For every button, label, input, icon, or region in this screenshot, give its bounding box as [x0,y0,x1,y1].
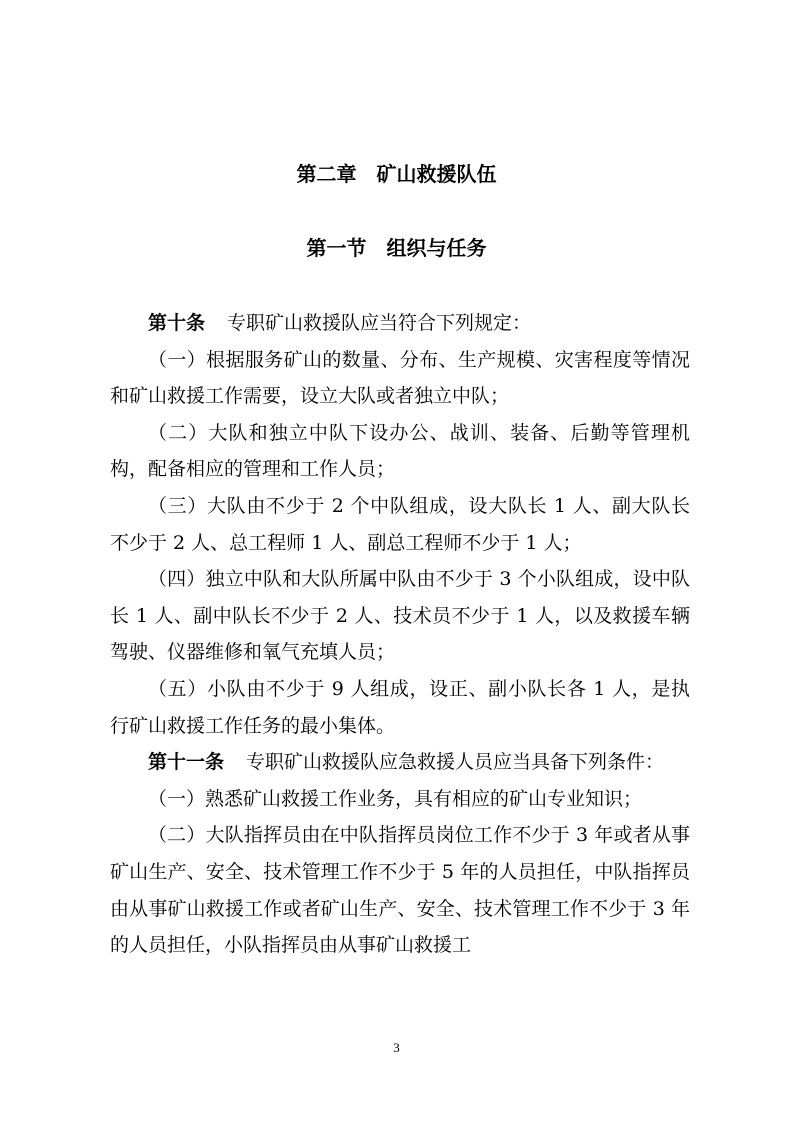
article-10-item-5: （五）小队由不少于 9 人组成，设正、副小队长各 1 人，是执行矿山救援工作任务的最小集体。 [110,677,690,737]
article-11-intro [110,744,690,781]
section-title: 第一节 组织与任务 [306,236,487,260]
article-11-item-2: （二）大队指挥员由在中队指挥员岗位工作不少于 3 年或者从事矿山生产、安全、技术管理工作不少于 5 年的人员担任，中队指挥员由从事矿山救援工作或者矿山生产、安全、技术管理工作不少于 3 年的人员担任，小队指挥员由从事矿山救援工 [110,824,690,957]
article-10-intro-text: 专职矿山救援队应当符合下列规定： [227,312,532,334]
chapter-title: 第二章 矿山救援队伍 [296,162,497,186]
document-body [110,305,690,964]
article-10-item-3: （三）大队由不少于 2 个中队组成，设大队长 1 人、副大队长不少于 2 人、总工程师 1 人、副总工程师不少于 1 人； [110,494,690,554]
article-11-item-1: （一）熟悉矿山救援工作业务，具有相应的矿山专业知识； [148,787,643,810]
article-10-label: 第十条 [148,312,206,334]
page-number: 3 [393,1040,400,1055]
article-10-item-2: （二）大队和独立中队下设办公、战训、装备、后勤等管理机构，配备相应的管理和工作人员； [110,421,690,481]
article-11-label: 第十一条 [148,751,225,774]
article-10-intro [110,305,690,342]
article-10-item-1: （一）根据服务矿山的数量、分布、生产规模、灾害程度等情况和矿山救援工作需要，设立大队或者独立中队； [110,348,690,408]
article-11-intro-text: 专职矿山救援队应急救援人员应当具备下列条件： [246,751,665,774]
article-10-item-4: （四）独立中队和大队所属中队由不少于 3 个小队组成，设中队长 1 人、副中队长不少于 2 人、技术员不少于 1 人，以及救援车辆驾驶、仪器维修和氧气充填人员； [110,568,690,664]
